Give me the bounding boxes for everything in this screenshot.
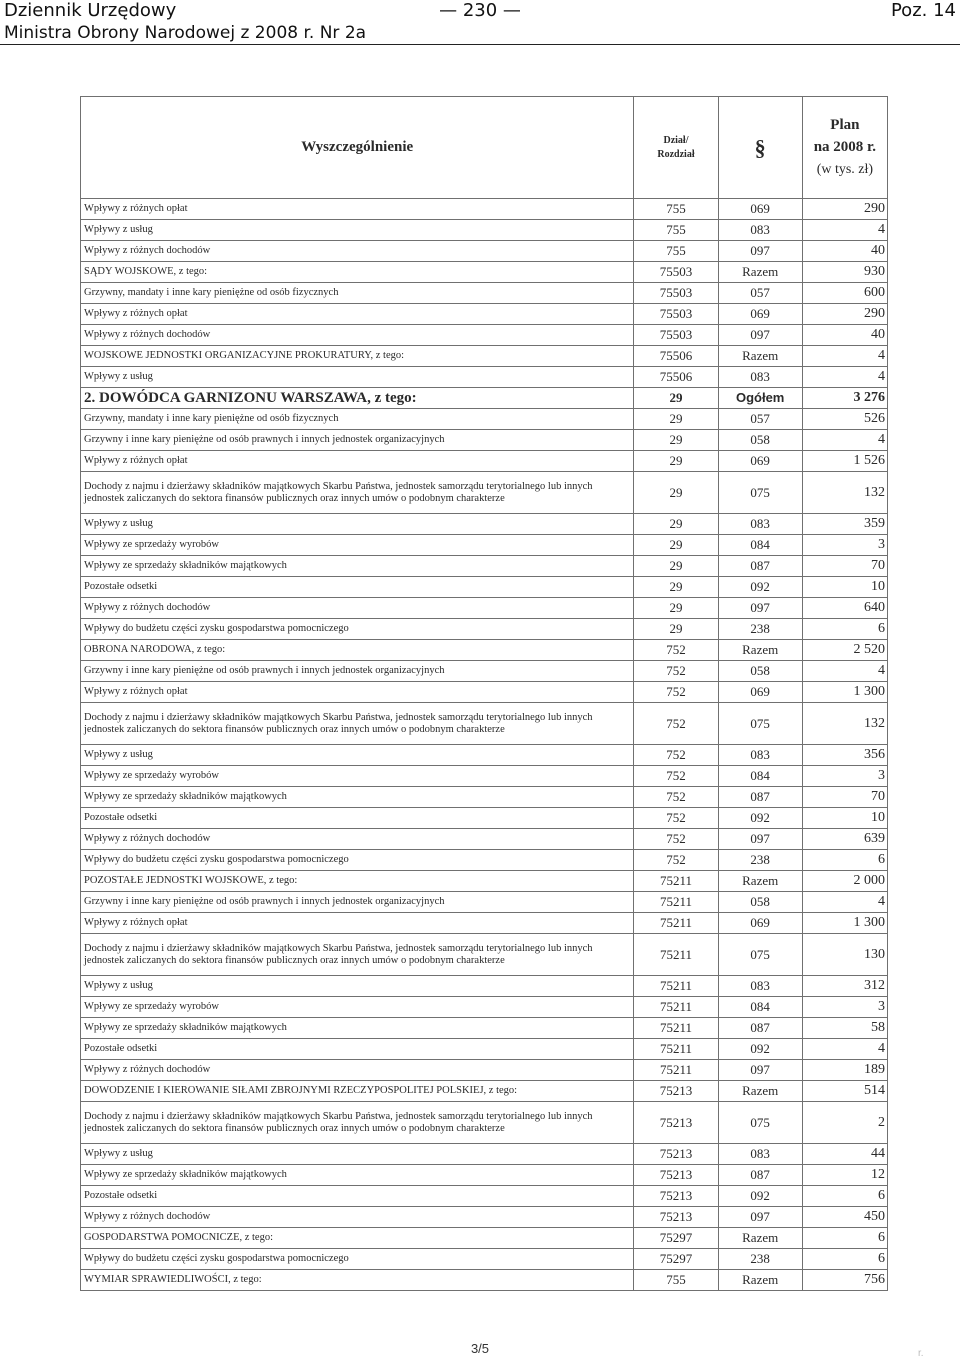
table-row [81,1102,888,1144]
table-row [81,1018,888,1039]
table-row [81,1249,888,1270]
row-plan-value: 189 [802,1060,887,1081]
table-row [81,514,888,535]
table-row [81,304,888,325]
row-plan-value: 12 [802,1165,887,1186]
row-division: 752 [634,808,718,829]
row-paragraph: 087 [718,556,802,577]
row-description: Grzywny i inne kary pieniężne od osób prawnych i innych jednostek organizacyjnych [81,430,634,451]
row-paragraph: Razem [718,640,802,661]
row-plan-value: 1 300 [802,913,887,934]
table-row [81,430,888,451]
row-description: Dochody z najmu i dzierżawy składników majątkowych Skarbu Państwa, jednostek samorządu terytorialnego lub innych jednostek zaliczanych do sektora finansów publicznych oraz innych umów o podobnym charakterze [81,703,634,745]
row-plan-value: 40 [802,325,887,346]
position-label: Poz. 14 [890,0,956,21]
row-paragraph: 075 [718,472,802,514]
row-plan-value: 526 [802,409,887,430]
row-plan-value: 4 [802,367,887,388]
row-paragraph: Razem [718,871,802,892]
row-description: Wpływy ze sprzedaży wyrobów [81,766,634,787]
col-header-division [634,97,718,199]
row-plan-value: 10 [802,808,887,829]
row-division: 29 [634,451,718,472]
table-row [81,1144,888,1165]
row-paragraph: 083 [718,367,802,388]
row-plan-value: 312 [802,976,887,997]
row-plan-value: 4 [802,1039,887,1060]
row-plan-value: 10 [802,577,887,598]
row-plan-value: 6 [802,1186,887,1207]
row-description: Wpływy z różnych opłat [81,682,634,703]
row-division: 752 [634,682,718,703]
table-row [81,241,888,262]
table-row [81,346,888,367]
col-header-plan-line1: Plan [830,117,860,133]
table-row [81,1207,888,1228]
row-paragraph: 058 [718,661,802,682]
row-paragraph: 083 [718,976,802,997]
col-header-division-line2: Rozdział [657,148,695,160]
row-division: 75506 [634,367,718,388]
row-plan-value: 2 [802,1102,887,1144]
row-division: 75503 [634,262,718,283]
ministry-line: Ministra Obrony Narodowej z 2008 r. Nr 2a [4,23,367,43]
row-description: Dochody z najmu i dzierżawy składników majątkowych Skarbu Państwa, jednostek samorządu terytorialnego lub innych jednostek zaliczanych do sektora finansów publicznych oraz innych umów o podobnym charakterze [81,934,634,976]
row-description: Wpływy z usług [81,367,634,388]
row-division: 29 [634,577,718,598]
row-division: 752 [634,640,718,661]
row-paragraph: 084 [718,997,802,1018]
table-row [81,577,888,598]
table-row [81,1186,888,1207]
row-paragraph: 083 [718,745,802,766]
table-row [81,409,888,430]
table-row [81,283,888,304]
row-paragraph: 092 [718,808,802,829]
row-description: Wpływy ze sprzedaży składników majątkowych [81,556,634,577]
table-row [81,661,888,682]
row-description: Wpływy z usług [81,745,634,766]
row-paragraph: 075 [718,934,802,976]
row-description: Wpływy z różnych opłat [81,304,634,325]
row-description: WOJSKOWE JEDNOSTKI ORGANIZACYJNE PROKURATURY, z tego: [81,346,634,367]
row-plan-value: 639 [802,829,887,850]
row-description: Wpływy z usług [81,976,634,997]
row-paragraph: 057 [718,409,802,430]
row-division: 29 [634,388,718,409]
row-division: 75211 [634,913,718,934]
row-division: 29 [634,556,718,577]
table-row [81,598,888,619]
row-plan-value: 6 [802,850,887,871]
row-plan-value: 132 [802,472,887,514]
row-paragraph: 097 [718,1060,802,1081]
row-plan-value: 70 [802,556,887,577]
row-division: 75213 [634,1165,718,1186]
col-header-description: Wyszczególnienie [81,97,634,199]
row-description: Wpływy z różnych dochodów [81,241,634,262]
row-paragraph: 075 [718,703,802,745]
row-division: 752 [634,850,718,871]
row-plan-value: 44 [802,1144,887,1165]
corner-mark: r. [918,1348,924,1359]
table-row [81,262,888,283]
table-row [81,199,888,220]
row-division: 752 [634,766,718,787]
row-description: Wpływy z różnych dochodów [81,325,634,346]
row-division: 29 [634,472,718,514]
table-row [81,1165,888,1186]
row-plan-value: 930 [802,262,887,283]
table-row [81,388,888,409]
row-division: 75213 [634,1081,718,1102]
table-row [81,1081,888,1102]
table-row [81,1060,888,1081]
row-paragraph: Razem [718,1081,802,1102]
row-division: 75503 [634,325,718,346]
row-plan-value: 6 [802,619,887,640]
table-row [81,703,888,745]
row-division: 75211 [634,1039,718,1060]
journal-title: Dziennik Urzędowy [4,0,177,21]
row-division: 75297 [634,1249,718,1270]
row-paragraph: Razem [718,262,802,283]
row-paragraph: 092 [718,1186,802,1207]
table-row [81,556,888,577]
row-division: 29 [634,409,718,430]
row-paragraph: 069 [718,682,802,703]
row-division: 75211 [634,976,718,997]
row-plan-value: 640 [802,598,887,619]
row-plan-value: 1 526 [802,451,887,472]
row-plan-value: 40 [802,241,887,262]
row-plan-value: 290 [802,304,887,325]
row-division: 75503 [634,304,718,325]
row-division: 75211 [634,871,718,892]
row-paragraph: 069 [718,304,802,325]
row-paragraph: 075 [718,1102,802,1144]
row-paragraph: 097 [718,829,802,850]
row-paragraph: Ogółem [718,388,802,409]
row-description: Pozostałe odsetki [81,577,634,598]
table-row [81,766,888,787]
row-division: 755 [634,220,718,241]
table-row [81,997,888,1018]
table-row [81,871,888,892]
row-paragraph: 083 [718,514,802,535]
row-description: Pozostałe odsetki [81,1186,634,1207]
row-description: Wpływy z różnych opłat [81,199,634,220]
table-row [81,619,888,640]
row-plan-value: 6 [802,1228,887,1249]
col-header-division-line1: Dział/ [663,134,689,146]
row-division: 75213 [634,1102,718,1144]
row-description: POZOSTAŁE JEDNOSTKI WOJSKOWE, z tego: [81,871,634,892]
row-division: 75211 [634,997,718,1018]
row-description: Wpływy ze sprzedaży składników majątkowych [81,1018,634,1039]
row-division: 29 [634,598,718,619]
col-header-plan-line2: na 2008 r. [813,139,877,155]
row-division: 75211 [634,1060,718,1081]
row-description: Wpływy z różnych dochodów [81,829,634,850]
row-description: Wpływy ze sprzedaży wyrobów [81,997,634,1018]
row-plan-value: 3 [802,535,887,556]
row-division: 75211 [634,1018,718,1039]
row-division: 755 [634,199,718,220]
row-paragraph: 097 [718,325,802,346]
row-paragraph: 238 [718,619,802,640]
row-division: 29 [634,619,718,640]
row-description: Grzywny, mandaty i inne kary pieniężne od osób fizycznych [81,283,634,304]
row-description: SĄDY WOJSKOWE, z tego: [81,262,634,283]
table-row [81,892,888,913]
row-description: Wpływy do budżetu części zysku gospodarstwa pomocniczego [81,850,634,871]
row-paragraph: Razem [718,1228,802,1249]
row-division: 29 [634,514,718,535]
table-row [81,1270,888,1291]
row-plan-value: 4 [802,346,887,367]
row-plan-value: 1 300 [802,682,887,703]
row-division: 752 [634,745,718,766]
row-description: Wpływy z różnych dochodów [81,598,634,619]
row-plan-value: 3 [802,766,887,787]
row-description: Wpływy z usług [81,220,634,241]
table-body [81,199,888,1291]
row-description: Wpływy ze sprzedaży składników majątkowych [81,787,634,808]
row-plan-value: 3 [802,997,887,1018]
row-plan-value: 132 [802,703,887,745]
row-paragraph: 097 [718,598,802,619]
row-description: Wpływy do budżetu części zysku gospodarstwa pomocniczego [81,619,634,640]
table-row [81,745,888,766]
row-plan-value: 4 [802,430,887,451]
row-division: 752 [634,829,718,850]
row-plan-value: 600 [802,283,887,304]
page-header [0,0,960,46]
table-row [81,829,888,850]
row-plan-value: 4 [802,220,887,241]
row-description: Wpływy z różnych dochodów [81,1060,634,1081]
table-row [81,850,888,871]
row-description: DOWODZENIE I KIEROWANIE SIŁAMI ZBROJNYMI RZECZYPOSPOLITEJ POLSKIEJ, z tego: [81,1081,634,1102]
row-division: 755 [634,1270,718,1291]
row-description: Grzywny i inne kary pieniężne od osób prawnych i innych jednostek organizacyjnych [81,892,634,913]
row-paragraph: 057 [718,283,802,304]
row-description: Wpływy z usług [81,1144,634,1165]
row-paragraph: 058 [718,892,802,913]
row-paragraph: 097 [718,241,802,262]
row-plan-value: 6 [802,1249,887,1270]
row-plan-value: 3 276 [802,388,887,409]
row-description: 2. DOWÓDCA GARNIZONU WARSZAWA, z tego: [81,388,634,409]
row-paragraph: 084 [718,535,802,556]
table-row [81,934,888,976]
col-header-plan-unit: (w tys. zł) [816,162,874,177]
row-paragraph: 083 [718,1144,802,1165]
row-description: WYMIAR SPRAWIEDLIWOŚCI, z tego: [81,1270,634,1291]
row-division: 752 [634,661,718,682]
row-paragraph: 084 [718,766,802,787]
row-paragraph: Razem [718,346,802,367]
row-division: 755 [634,241,718,262]
row-paragraph: 069 [718,199,802,220]
row-plan-value: 290 [802,199,887,220]
table-row [81,808,888,829]
table-row [81,787,888,808]
row-plan-value: 58 [802,1018,887,1039]
row-description: Grzywny, mandaty i inne kary pieniężne od osób fizycznych [81,409,634,430]
col-header-paragraph: § [718,97,802,199]
row-description: Wpływy z różnych dochodów [81,1207,634,1228]
row-division: 75506 [634,346,718,367]
row-division: 29 [634,430,718,451]
row-paragraph: 238 [718,1249,802,1270]
row-description: Dochody z najmu i dzierżawy składników majątkowych Skarbu Państwa, jednostek samorządu terytorialnego lub innych jednostek zaliczanych do sektora finansów publicznych oraz innych umów o podobnym charakterze [81,1102,634,1144]
row-plan-value: 2 520 [802,640,887,661]
row-paragraph: 087 [718,1165,802,1186]
row-division: 75211 [634,892,718,913]
row-paragraph: 083 [718,220,802,241]
row-paragraph: 087 [718,787,802,808]
row-division: 752 [634,787,718,808]
revenue-table [80,96,888,1291]
header-divider [0,44,960,45]
row-description: Wpływy z różnych opłat [81,451,634,472]
page-indicator: 3/5 [470,1341,490,1356]
row-paragraph: 238 [718,850,802,871]
row-plan-value: 756 [802,1270,887,1291]
row-paragraph: 092 [718,1039,802,1060]
row-plan-value: 4 [802,892,887,913]
row-description: GOSPODARSTWA POMOCNICZE, z tego: [81,1228,634,1249]
row-description: Grzywny i inne kary pieniężne od osób prawnych i innych jednostek organizacyjnych [81,661,634,682]
page-number: — 230 — [439,0,521,21]
row-paragraph: 092 [718,577,802,598]
table-row [81,220,888,241]
row-paragraph: 087 [718,1018,802,1039]
row-plan-value: 356 [802,745,887,766]
table-row [81,535,888,556]
row-description: Pozostałe odsetki [81,1039,634,1060]
row-division: 75213 [634,1207,718,1228]
row-plan-value: 4 [802,661,887,682]
table-row [81,913,888,934]
row-division: 75297 [634,1228,718,1249]
row-plan-value: 70 [802,787,887,808]
row-division: 752 [634,703,718,745]
row-description: Wpływy z usług [81,514,634,535]
table-header-row [81,97,888,199]
row-description: Wpływy ze sprzedaży składników majątkowych [81,1165,634,1186]
table-row [81,1039,888,1060]
row-paragraph: 069 [718,451,802,472]
row-paragraph: Razem [718,1270,802,1291]
table-row [81,367,888,388]
table-row [81,1228,888,1249]
row-division: 29 [634,535,718,556]
row-paragraph: 058 [718,430,802,451]
row-description: Wpływy z różnych opłat [81,913,634,934]
row-description: Dochody z najmu i dzierżawy składników majątkowych Skarbu Państwa, jednostek samorządu terytorialnego lub innych jednostek zaliczanych do sektora finansów publicznych oraz innych umów o podobnym charakterze [81,472,634,514]
row-plan-value: 450 [802,1207,887,1228]
row-division: 75211 [634,934,718,976]
row-description: Wpływy ze sprzedaży wyrobów [81,535,634,556]
row-plan-value: 2 000 [802,871,887,892]
table-row [81,640,888,661]
row-paragraph: 097 [718,1207,802,1228]
col-header-plan [802,97,887,199]
row-paragraph: 069 [718,913,802,934]
row-description: Wpływy do budżetu części zysku gospodarstwa pomocniczego [81,1249,634,1270]
table-row [81,976,888,997]
row-division: 75213 [634,1186,718,1207]
row-plan-value: 359 [802,514,887,535]
table-row [81,682,888,703]
row-division: 75503 [634,283,718,304]
table-row [81,325,888,346]
row-description: OBRONA NARODOWA, z tego: [81,640,634,661]
row-plan-value: 130 [802,934,887,976]
row-plan-value: 514 [802,1081,887,1102]
table-row [81,472,888,514]
row-description: Pozostałe odsetki [81,808,634,829]
row-division: 75213 [634,1144,718,1165]
table-row [81,451,888,472]
